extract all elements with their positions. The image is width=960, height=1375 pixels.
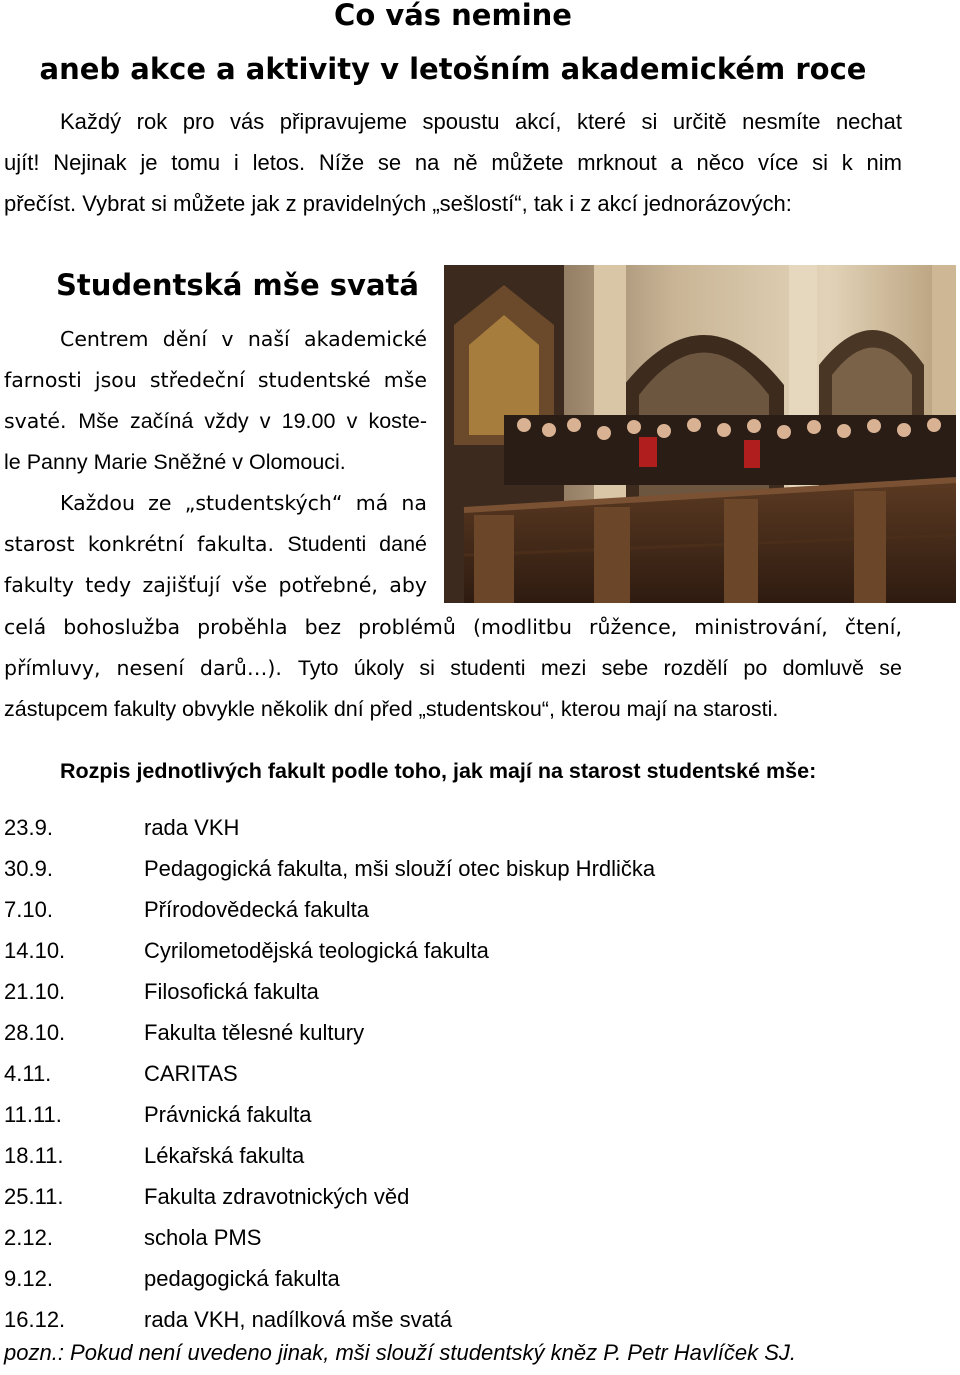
church-interior-image [444,265,956,603]
mass-line: Centrem dění v naší akademické [60,327,427,351]
schedule-row [4,971,904,1012]
schedule-list [4,807,904,1340]
page-subtitle: aneb akce a aktivity v letošním akademickém roce [39,52,867,86]
schedule-heading: Rozpis jednotlivých fakult podle toho, jak mají na starost studentské mše: [60,759,817,783]
mass-line: celá bohoslužba proběhla bez problémů (modlitbu růžence, ministrování, čtení, [4,615,902,639]
schedule-row [4,1094,904,1135]
mass-line-part: přímluvy, nesení darů…). [4,656,298,680]
schedule-date: 14.10. [4,938,66,963]
schedule-faculty: Pedagogická fakulta, mši slouží otec biskup Hrdlička [144,856,656,881]
mass-line: fakulty tedy zajišťují vše potřebné, aby [4,573,427,597]
intro-line: ujít! Nejinak je tomu i letos. Níže se na ně můžete mrknout a něco více si k nim [4,150,902,175]
mass-line-part: Mše začíná vždy v 19.00 v koste- [78,409,427,433]
mass-line-part: Tyto úkoly si studenti mezi sebe rozdělí po domluvě se [297,656,902,680]
schedule-faculty: Fakulta zdravotnických věd [144,1184,410,1209]
mass-paragraph [4,319,427,606]
footnote: pozn.: Pokud není uvedeno jinak, mši slouží studentský kněz P. Petr Havlíček SJ. [4,1340,797,1365]
schedule-faculty: rada VKH, nadílková mše svatá [144,1307,453,1332]
schedule-date: 4.11. [4,1061,52,1086]
schedule-faculty: CARITAS [144,1061,238,1086]
mass-line-part: starost konkrétní fakulta. [4,532,288,556]
schedule-date: 7.10. [4,897,53,922]
mass-line: Každou ze „studentských“ má na [60,491,427,515]
mass-line: zástupcem fakulty obvykle několik dní před „studentskou“, kterou mají na starosti. [4,697,779,721]
schedule-row [4,848,904,889]
schedule-date: 2.12. [4,1225,53,1250]
mass-line [4,401,427,442]
schedule-date: 28.10. [4,1020,66,1045]
section-heading-student-mass: Studentská mše svatá [56,268,419,302]
schedule-date: 18.11. [4,1143,64,1168]
schedule-date: 30.9. [4,856,53,881]
schedule-row [4,1053,904,1094]
mass-line [4,648,902,689]
mass-line: farnosti jsou středeční studentské mše [4,368,427,392]
schedule-date: 25.11. [4,1184,64,1209]
church-photo [444,265,956,603]
schedule-row [4,807,904,848]
schedule-date: 11.11. [4,1102,62,1127]
schedule-faculty: Cyrilometodějská teologická fakulta [144,938,489,963]
mass-line-part: Studenti dané [287,532,427,556]
schedule-row [4,889,904,930]
schedule-faculty: schola PMS [144,1225,262,1250]
schedule-row [4,1012,904,1053]
schedule-date: 21.10. [4,979,66,1004]
schedule-row [4,1176,904,1217]
schedule-row [4,1135,904,1176]
intro-line: Každý rok pro vás připravujeme spoustu akcí, které si určitě nesmíte nechat [60,109,902,134]
schedule-faculty: Filosofická fakulta [144,979,319,1004]
mass-line: le Panny Marie Sněžné v Olomouci. [4,450,346,474]
intro-paragraph [4,101,902,224]
intro-line: přečíst. Vybrat si můžete jak z pravidelných „sešlostí“, tak i z akcí jednorázových: [4,191,792,216]
schedule-faculty: rada VKH [144,815,240,840]
schedule-faculty: Lékařská fakulta [144,1143,305,1168]
schedule-row [4,1217,904,1258]
schedule-date: 9.12. [4,1266,53,1291]
schedule-row [4,1258,904,1299]
schedule-row [4,930,904,971]
schedule-faculty: Fakulta tělesné kultury [144,1020,365,1045]
schedule-faculty: Přírodovědecká fakulta [144,897,370,922]
page-title: Co vás nemine [334,0,572,32]
schedule-faculty: Právnická fakulta [144,1102,312,1127]
schedule-date: 16.12. [4,1307,66,1332]
schedule-date: 23.9. [4,815,53,840]
schedule-faculty: pedagogická fakulta [144,1266,340,1291]
mass-line [4,524,427,565]
mass-line-part: svaté. [4,409,79,433]
mass-paragraph-continued [4,607,902,730]
schedule-row [4,1299,904,1340]
